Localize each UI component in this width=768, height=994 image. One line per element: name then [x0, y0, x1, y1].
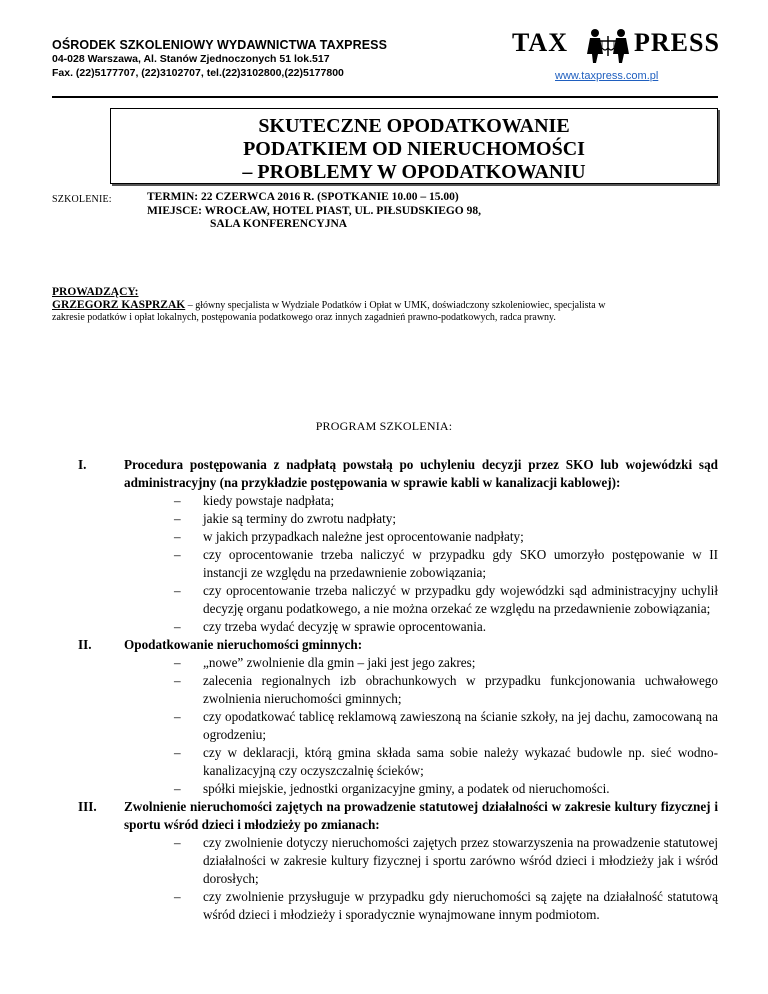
- title-line-2: PODATKIEM OD NIERUCHOMOŚCI: [243, 138, 585, 160]
- training-room: SALA KONFERENCYJNA: [210, 218, 348, 230]
- section-number: III.: [78, 799, 97, 814]
- list-item: – zalecenia regionalnych izb obrachunkowych w przypadku funkcjonowania uchwałowego zwolnienia nieruchomości gminnych;: [174, 673, 718, 706]
- organization-name: OŚRODEK SZKOLENIOWY WYDAWNICTWA TAXPRESS: [52, 38, 388, 52]
- list-item: – czy opodatkować tablicę reklamową zawieszoną na ścianie szkoły, na jej dachu, zamocowaną na ogrodzeniu;: [174, 709, 718, 742]
- logo-word-press: PRESS: [634, 28, 720, 57]
- program-section: [52, 798, 718, 924]
- header-divider: [52, 96, 718, 98]
- website-link[interactable]: www.taxpress.com.pl: [555, 70, 659, 82]
- dash-bullet: –: [174, 673, 181, 688]
- dash-bullet: –: [174, 781, 181, 796]
- program-title: PROGRAM SZKOLENIA:: [315, 419, 453, 433]
- organization-address: 04-028 Warszawa, Al. Stanów Zjednoczonych 51 lok.517: [52, 53, 330, 65]
- title-line-3: – PROBLEMY W OPODATKOWANIU: [242, 161, 586, 183]
- trainer-name: GRZEGORZ KASPRZAK: [52, 298, 186, 311]
- list-item: – w jakich przypadkach należne jest oprocentowanie nadpłaty;: [174, 529, 524, 544]
- list-item: – kiedy powstaje nadpłata;: [174, 493, 335, 508]
- list-item: – jakie są terminy do zwrotu nadpłaty;: [174, 511, 396, 526]
- training-label: SZKOLENIE:: [52, 194, 112, 205]
- section-number: I.: [78, 457, 87, 472]
- list-item: – czy zwolnienie przysługuje w przypadku gdy nieruchomości są zajęte na działalność statutową wśród dzieci i młodzieży i sporadycznie wynajmowane innym podmiotom.: [174, 889, 718, 922]
- trainer-heading: PROWADZĄCY:: [52, 286, 139, 298]
- organization-contact: Fax. (22)5177707, (22)3102707, tel.(22)3102800,(22)5177800: [52, 67, 344, 79]
- list-item: – czy trzeba wydać decyzję w sprawie oprocentowania.: [174, 619, 487, 634]
- dash-bullet: –: [174, 547, 181, 562]
- program-section: [52, 636, 718, 798]
- dash-bullet: –: [174, 655, 181, 670]
- list-item: – spółki miejskie, jednostki organizacyjne gminy, a podatek od nieruchomości.: [174, 781, 610, 796]
- program-list: [52, 456, 718, 924]
- list-item: – czy w deklaracji, którą gmina składa sama sobie należy wykazać budowle np. sieć wodno-kanalizacyjną czy oczyszczalnię ścieków;: [174, 745, 718, 778]
- dash-bullet: –: [174, 745, 181, 760]
- figures-emblem-icon: [582, 26, 634, 64]
- section-number: II.: [78, 637, 92, 652]
- title-box: [110, 108, 718, 184]
- dash-bullet: –: [174, 835, 181, 850]
- taxpress-logo: [512, 28, 722, 66]
- dash-bullet: –: [174, 619, 181, 634]
- dash-bullet: –: [174, 511, 181, 526]
- list-item: – czy oprocentowanie trzeba naliczyć w przypadku gdy wojewódzki sąd administracyjny uchylił decyzję organu podatkowego, a nie można orzekać ze względu na przedawnienie zobowiązania;: [174, 583, 718, 616]
- dash-bullet: –: [174, 709, 181, 724]
- trainer-section: [52, 286, 718, 325]
- letterhead: [52, 28, 720, 96]
- logo-word-tax: TAX: [512, 28, 568, 57]
- section-title: Opodatkowanie nieruchomości gminnych:: [124, 637, 363, 652]
- list-item: – czy oprocentowanie trzeba naliczyć w przypadku gdy SKO umorzyło postępowanie w II instancji ze względu na przedawnienie zobowiązania;: [174, 547, 718, 580]
- dash-bullet: –: [174, 529, 181, 544]
- trainer-description-2: zakresie podatków i opłat lokalnych, postępowania podatkowego oraz innych zagadnień prawno-podatkowych, radca prawny.: [52, 312, 556, 323]
- dash-bullet: –: [174, 493, 181, 508]
- trainer-description-1: – główny specjalista w Wydziale Podatków i Opłat w UMK, doświadczony szkoleniowiec, specjalista w: [185, 299, 606, 311]
- dash-bullet: –: [174, 583, 181, 598]
- program-section: [52, 456, 718, 636]
- title-line-1: SKUTECZNE OPODATKOWANIE: [258, 115, 570, 137]
- list-item: – „nowe” zwolnienie dla gmin – jaki jest jego zakres;: [174, 655, 476, 670]
- list-item: – czy zwolnienie dotyczy nieruchomości zajętych przez stowarzyszenia na prowadzenie statutowej działalności w zakresie kultury fizycznej i sportu zarówno wśród dzieci i młodzieży jak i wśród dorosłych;: [174, 835, 718, 886]
- section-title: Procedura postępowania z nadpłatą powstałą po uchyleniu decyzji przez SKO lub wojewódzki sąd administracyjny (na przykładzie postępowania w sprawie kabli w kanalizacji kablowej):: [124, 457, 718, 490]
- training-details: [147, 191, 481, 232]
- dash-bullet: –: [174, 889, 181, 904]
- section-title: Zwolnienie nieruchomości zajętych na prowadzenie statutowej działalności w zakresie kultury fizycznej i sportu wśród dzieci i młodzieży po zmianach:: [124, 799, 718, 832]
- training-date: TERMIN: 22 CZERWCA 2016 R. (SPOTKANIE 10.00 – 15.00): [147, 191, 459, 203]
- training-location: MIEJSCE: WROCŁAW, HOTEL PIAST, UL. PIŁSUDSKIEGO 98,: [147, 204, 482, 217]
